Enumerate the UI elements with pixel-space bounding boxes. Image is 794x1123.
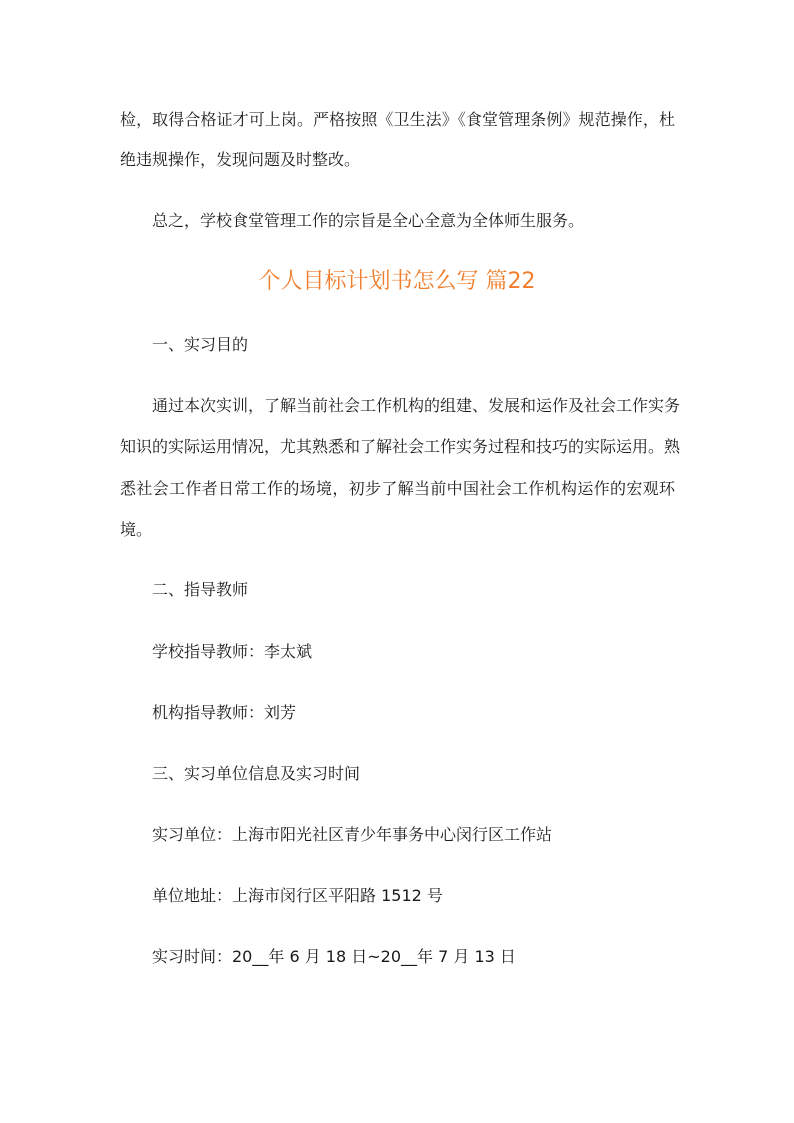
purpose-paragraph-line-3: 悉社会工作者日常工作的场境，初步了解当前中国社会工作机构运作的宏观环 xyxy=(120,479,675,498)
unit-name: 实习单位：上海市阳光社区青少年事务中心闵行区工作站 xyxy=(152,825,553,844)
purpose-paragraph-line-2: 知识的实际运用情况，尤其熟悉和了解社会工作实务过程和技巧的实际运用。熟 xyxy=(120,437,681,456)
prev-paragraph-line-1: 检，取得合格证才可上岗。严格按照《卫生法》《食堂管理条例》规范操作，杜 xyxy=(120,110,675,129)
teacher-title: 二、指导教师 xyxy=(152,580,249,599)
purpose-title: 一、实习目的 xyxy=(152,335,249,354)
intern-time: 实习时间：20__年 6 月 18 日~20__年 7 月 13 日 xyxy=(152,947,516,966)
unit-title: 三、实习单位信息及实习时间 xyxy=(152,764,361,783)
prev-conclusion-paragraph: 总之，学校食堂管理工作的宗旨是全心全意为全体师生服务。 xyxy=(152,211,585,230)
unit-address: 单位地址：上海市闵行区平阳路 1512 号 xyxy=(152,886,443,905)
purpose-paragraph-line-1: 通过本次实训，了解当前社会工作机构的组建、发展和运作及社会工作实务 xyxy=(152,396,681,415)
prev-paragraph-line-2: 绝违规操作，发现问题及时整改。 xyxy=(120,150,361,169)
org-teacher: 机构指导教师：刘芳 xyxy=(152,703,297,722)
section-heading: 个人目标计划书怎么写 篇22 xyxy=(258,269,536,294)
purpose-paragraph-line-4: 境。 xyxy=(120,520,153,539)
school-teacher: 学校指导教师：李太斌 xyxy=(152,642,313,661)
